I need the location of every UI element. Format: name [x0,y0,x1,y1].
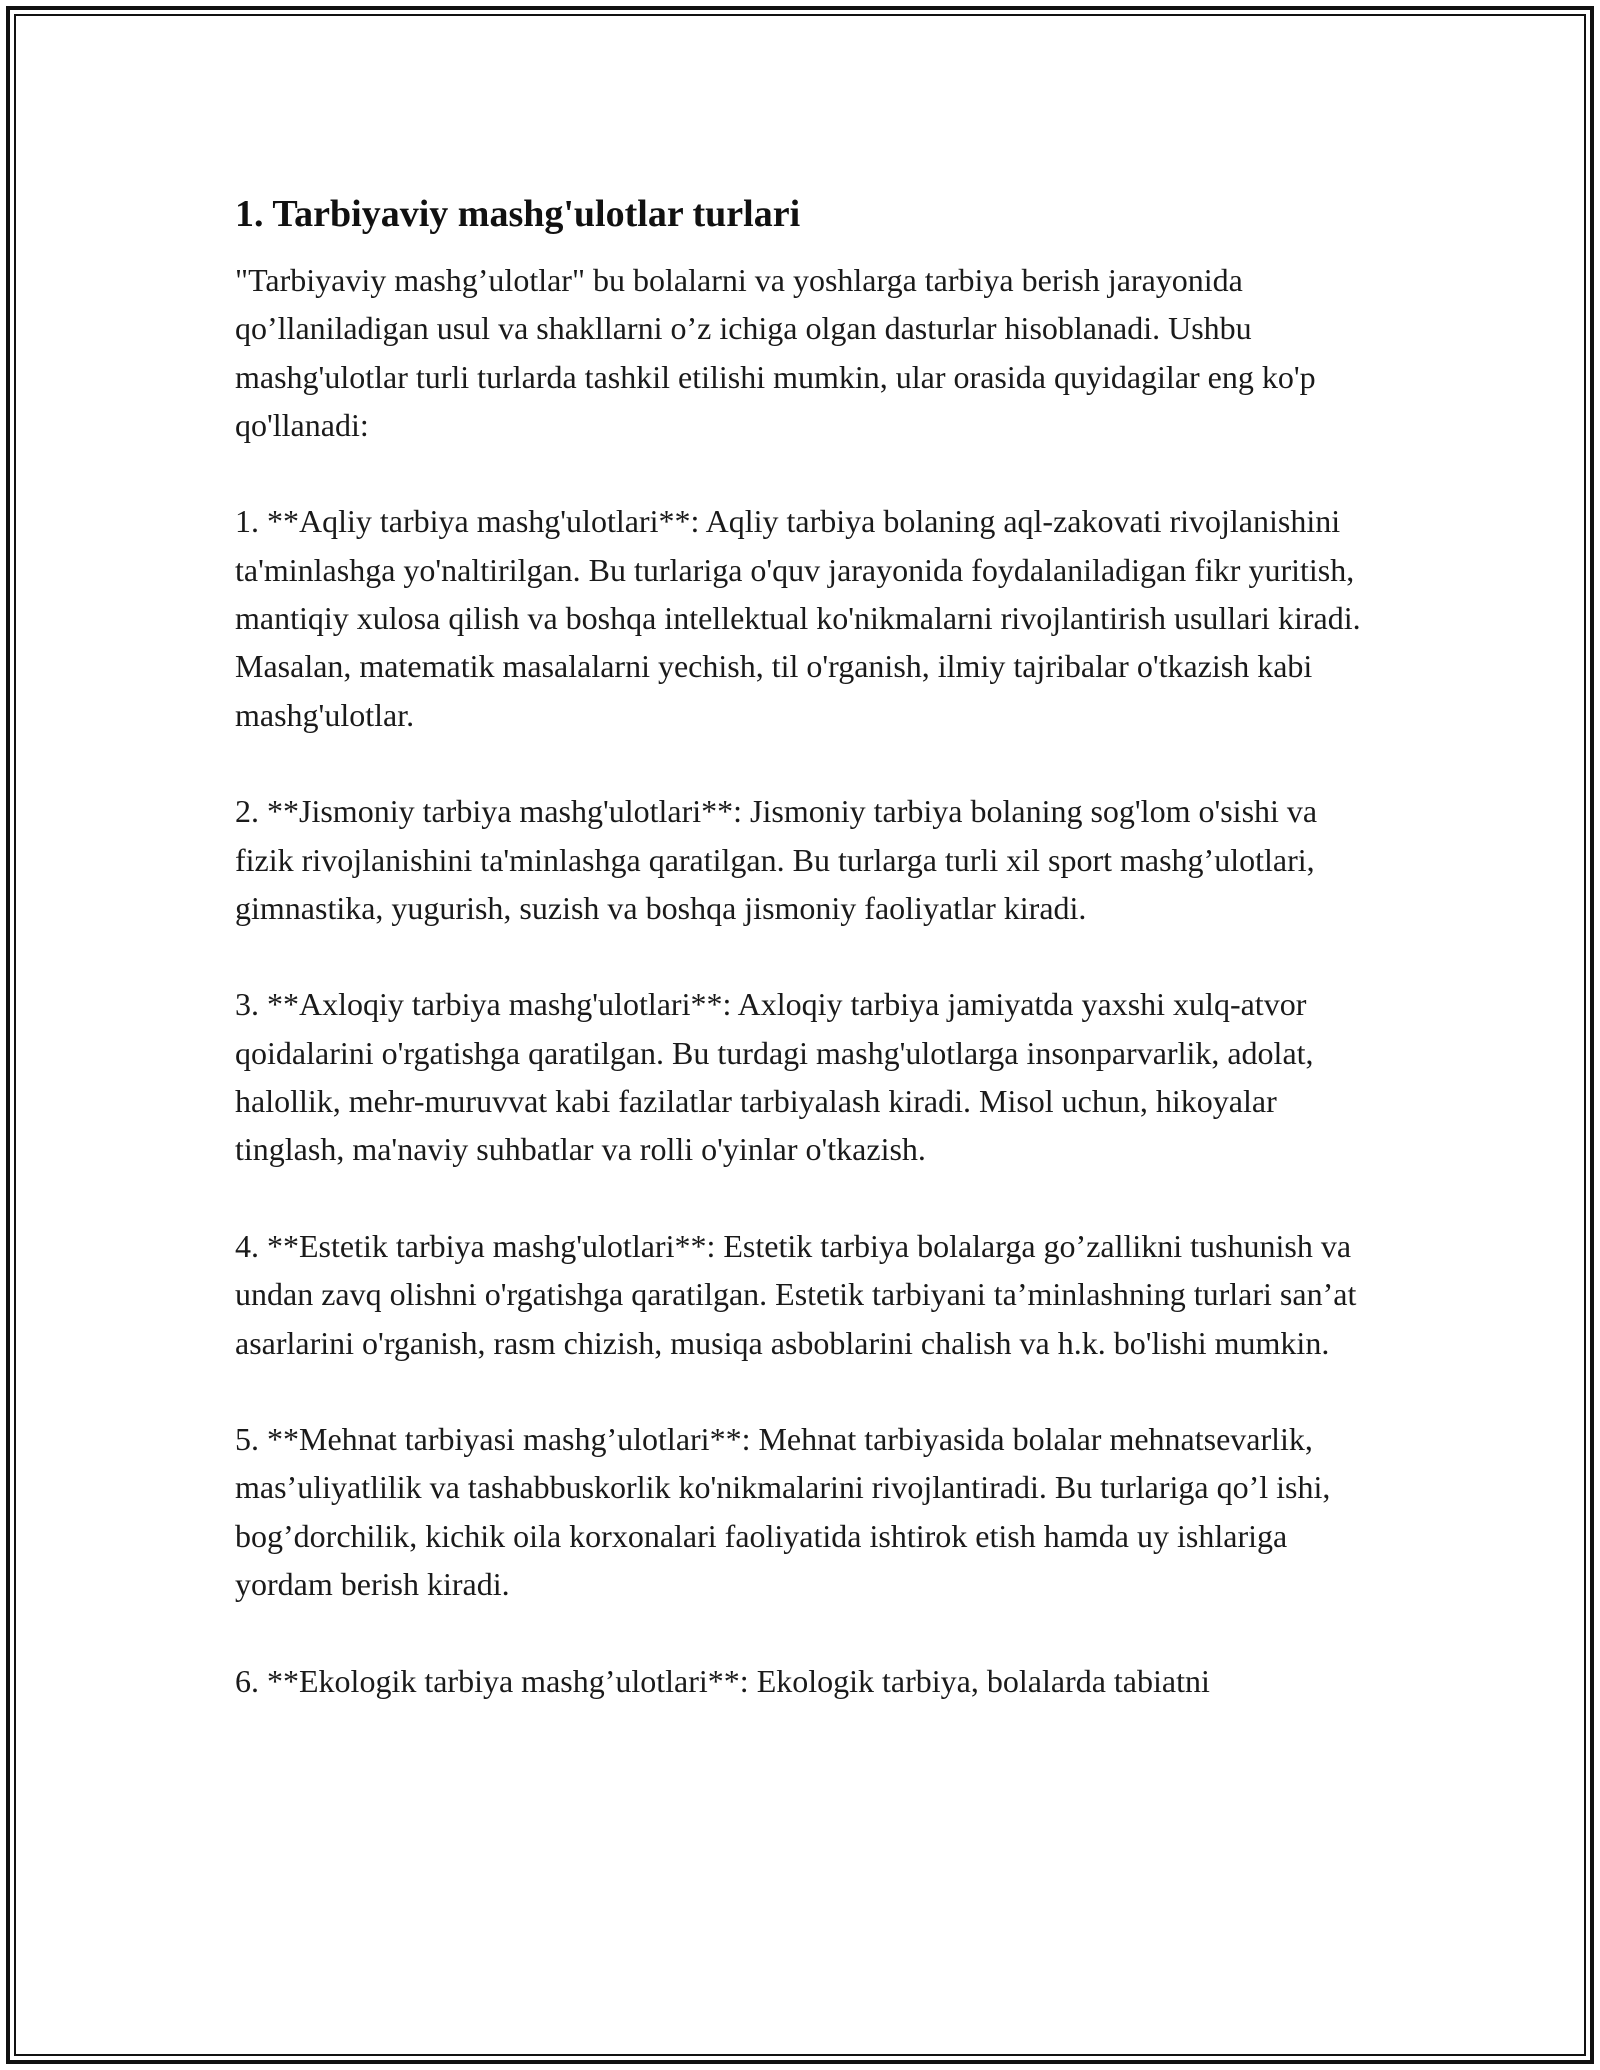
list-item-estetik: 4. **Estetik tarbiya mashg'ulotlari**: Estetik tarbiya bolalarga go’zallikni tushunish va undan zavq olishni o'rgatishga qaratilgan. Estetik tarbiyani ta’minlashning turlari san’at asarlarini o'rganish, rasm chizish, musiqa asboblarini chalish va h.k. bo'lishi mumkin. [235,1227,1357,1361]
list-item-aqliy: 1. **Aqliy tarbiya mashg'ulotlari**: Aqliy tarbiya bolaning aql-zakovati rivojlanishini ta'minlashga yo'naltirilgan. Bu turlariga o'quv jarayonida foydalaniladigan fikr yuritish, mantiqiy xulosa qilish va boshqa intellektual ko'nikmalarni rivojlantirish usullari kiradi. Masalan, matematik masalalarni yechish, til o'rganish, ilmiy tajribalar o'tkazish kabi mashg'ulotlar. [235,503,1361,733]
list-item-jismoniy: 2. **Jismoniy tarbiya mashg'ulotlari**: Jismoniy tarbiya bolaning sog'lom o'sishi va fizik rivojlanishini ta'minlashga qaratilgan. Bu turlarga turli xil sport mashg’ulotlari, gimnastika, yugurish, suzish va boshqa jismoniy faoliyatlar kiradi. [235,793,1318,926]
list-item-axloqiy: 3. **Axloqiy tarbiya mashg'ulotlari**: Axloqiy tarbiya jamiyatda yaxshi xulq-atvor qoidalarini o'rgatishga qaratilgan. Bu turdagi mashg'ulotlarga insonparvarlik, adolat, halollik, mehr-muruvvat kabi fazilatlar tarbiyalash kiradi. Misol uchun, hikoyalar tinglash, ma'naviy suhbatlar va rolli o'yinlar o'tkazish. [235,986,1314,1168]
document-body [235,188,1365,1753]
intro-paragraph: "Tarbiyaviy mashg’ulotlar" bu bolalarni va yoshlarga tarbiya berish jarayonida qo’llaniladigan usul va shakllarni o’z ichiga olgan dasturlar hisoblanadi. Ushbu mashg'ulotlar turli turlarda tashkil etilishi mumkin, ular orasida quyidagilar eng ko'p qo'llanadi: [235,262,1316,443]
document-title: 1. Tarbiyaviy mashg'ulotlar turlari [235,193,801,235]
list-item-mehnat: 5. **Mehnat tarbiyasi mashg’ulotlari**: Mehnat tarbiyasida bolalar mehnatsevarlik, mas’uliyatlilik va tashabbuskorlik ko'nikmalarini rivojlantiradi. Bu turlariga qo’l ishi, bog’dorchilik, kichik oila korxonalari faoliyatida ishtirok etish hamda uy ishlariga yordam berish kiradi. [235,1421,1331,1603]
list-item-ekologik: 6. **Ekologik tarbiya mashg’ulotlari**: Ekologik tarbiya, bolalarda tabiatni [235,1662,1210,1699]
